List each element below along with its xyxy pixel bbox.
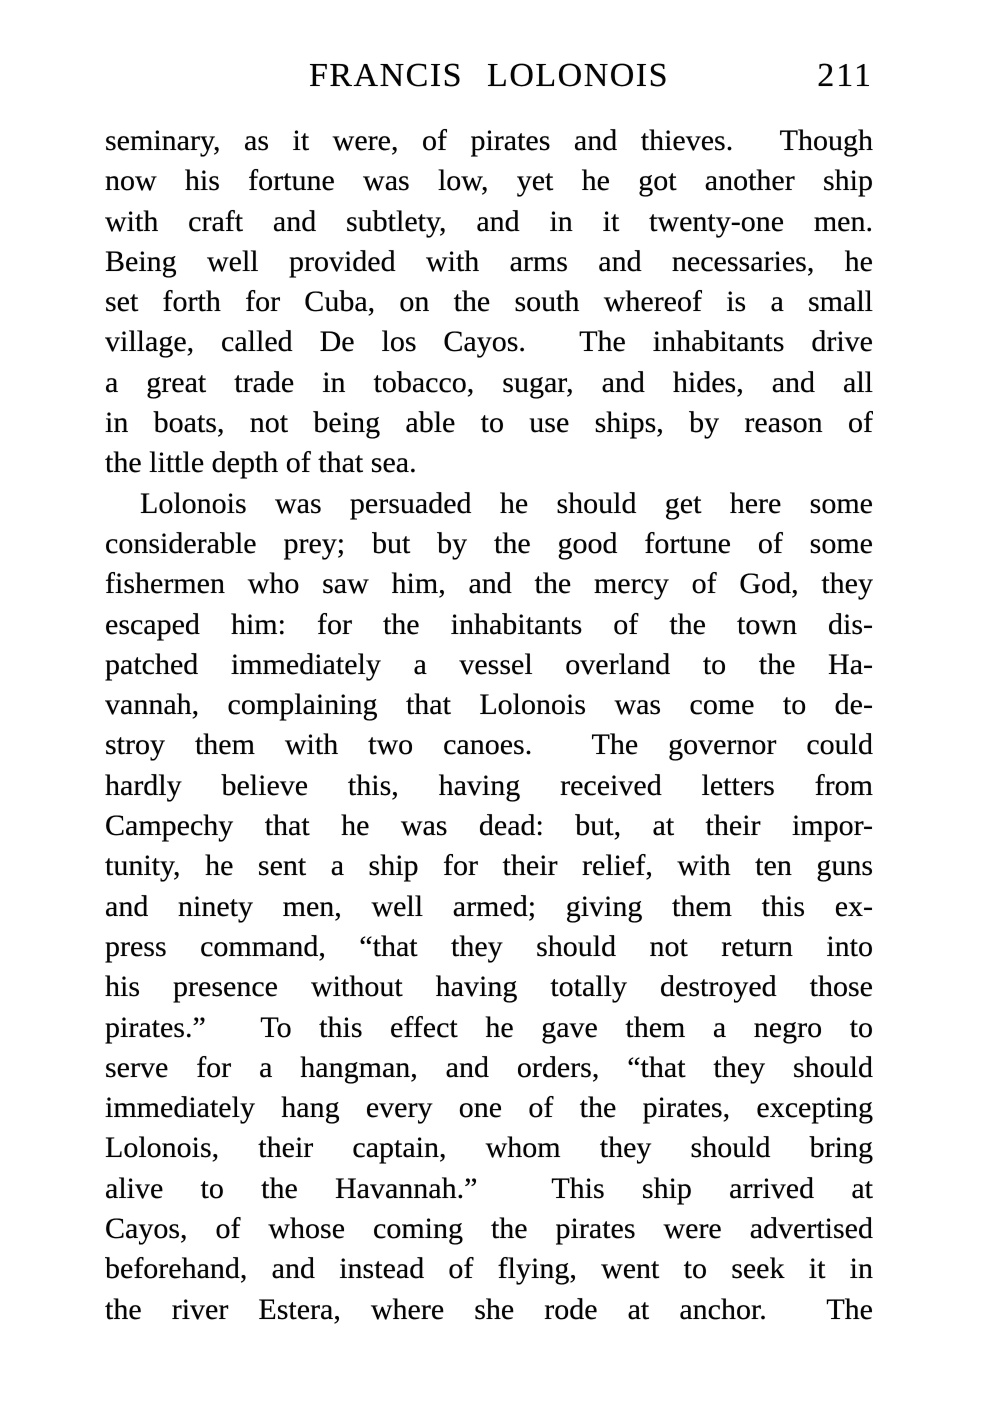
paragraph — [105, 121, 873, 484]
text-line: set forth for Cuba, on the south whereof is a small — [105, 285, 873, 319]
text-line: the river Estera, where she rode at anchor. The — [105, 1292, 873, 1326]
text-line: village, called De los Cayos. The inhabitants drive — [105, 325, 873, 359]
running-title: FRANCIS LOLONOIS — [308, 57, 670, 94]
text-line: tunity, he sent a ship for their relief, with ten guns — [105, 849, 873, 883]
page-number: 211 — [817, 57, 873, 94]
text-line: hardly believe this, having received letters from — [105, 768, 873, 802]
text-line: his presence without having totally destroyed those — [105, 970, 873, 1004]
text-line: Campechy that he was dead: but, at their impor- — [105, 809, 873, 843]
text-line: alive to the Havannah.” This ship arrived at — [105, 1171, 873, 1205]
text-line: beforehand, and instead of flying, went to seek it in — [105, 1252, 873, 1286]
text-line: and ninety men, well armed; giving them this ex- — [105, 889, 873, 923]
text-line: with craft and subtlety, and in it twenty-one men. — [105, 204, 873, 238]
text-line: escaped him: for the inhabitants of the town dis- — [105, 607, 873, 641]
text-line: Cayos, of whose coming the pirates were advertised — [105, 1212, 873, 1246]
text-line: now his fortune was low, yet he got another ship — [105, 164, 873, 198]
text-line: patched immediately a vessel overland to the Ha- — [105, 647, 873, 681]
page-header — [105, 57, 873, 99]
text-line: a great trade in tobacco, sugar, and hides, and all — [105, 365, 873, 399]
text-line: Lolonois, their captain, whom they should bring — [105, 1131, 873, 1165]
body-text — [105, 121, 873, 1330]
text-line: serve for a hangman, and orders, “that they should — [105, 1050, 873, 1084]
text-line: the little depth of that sea. — [105, 446, 417, 480]
text-line: pirates.” To this effect he gave them a negro to — [105, 1010, 873, 1044]
text-line: considerable prey; but by the good fortune of some — [105, 526, 873, 560]
text-line: fishermen who saw him, and the mercy of God, they — [105, 567, 873, 601]
text-line: Lolonois was persuaded he should get here some — [140, 486, 873, 520]
text-line: vannah, complaining that Lolonois was come to de- — [105, 688, 873, 722]
text-line: seminary, as it were, of pirates and thieves. Though — [105, 124, 873, 157]
paragraph — [105, 484, 873, 1330]
text-line: press command, “that they should not return into — [105, 929, 873, 963]
text-line: stroy them with two canoes. The governor could — [105, 728, 873, 762]
text-line: in boats, not being able to use ships, by reason of — [105, 406, 873, 440]
text-line: immediately hang every one of the pirates, excepting — [105, 1091, 873, 1125]
text-line: Being well provided with arms and necessaries, he — [105, 244, 873, 278]
